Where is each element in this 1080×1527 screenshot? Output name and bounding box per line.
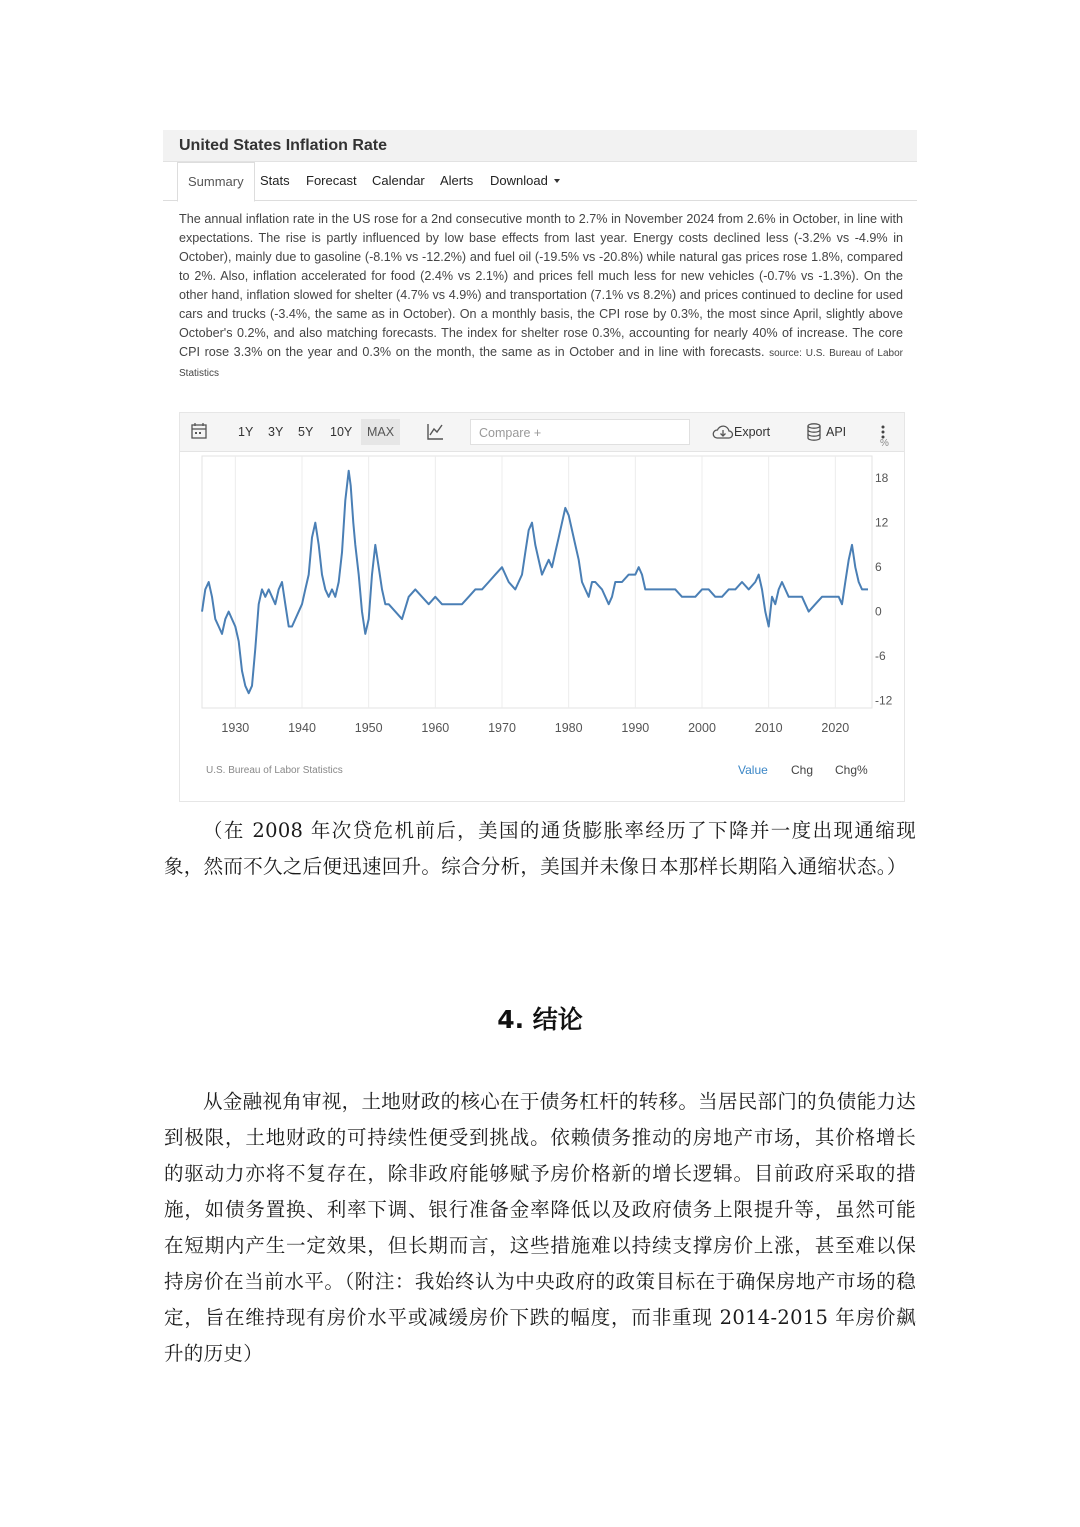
x-tick-label: 1970 xyxy=(488,721,516,735)
y-tick-label: 18 xyxy=(875,471,889,486)
range-10y-button[interactable]: 10Y xyxy=(330,425,353,439)
range-1y-button[interactable]: 1Y xyxy=(238,425,254,439)
tab-alerts[interactable]: Alerts xyxy=(440,173,474,188)
value-toggle[interactable]: Value xyxy=(738,763,768,777)
caret-down-icon xyxy=(554,179,560,183)
tab-summary[interactable]: Summary xyxy=(177,162,255,202)
x-tick-label: 2020 xyxy=(821,721,850,735)
chg-toggle[interactable]: Chg xyxy=(791,763,814,777)
export-button[interactable] xyxy=(712,413,770,451)
cloud-download-icon xyxy=(712,413,734,451)
tab-calendar[interactable]: Calendar xyxy=(372,173,425,188)
x-tick-label: 2000 xyxy=(688,721,716,735)
x-tick-label: 1980 xyxy=(554,721,583,735)
chg-pct-toggle[interactable]: Chg% xyxy=(835,763,868,777)
x-tick-label: 1930 xyxy=(221,721,250,735)
range-3y-button[interactable]: 3Y xyxy=(268,425,284,439)
y-tick-label: 12 xyxy=(875,515,889,530)
x-tick-label: 2010 xyxy=(754,721,783,735)
calendar-icon[interactable] xyxy=(191,413,207,451)
chart-source: U.S. Bureau of Labor Statistics xyxy=(206,765,343,776)
y-tick-label: 0 xyxy=(875,604,882,619)
chart-type-icon[interactable] xyxy=(426,413,444,451)
compare-input[interactable]: Compare + xyxy=(470,419,690,445)
chart-toolbar xyxy=(180,413,904,452)
summary-text xyxy=(179,210,903,383)
api-label: API xyxy=(826,425,847,439)
widget-title: United States Inflation Rate xyxy=(163,130,917,162)
api-button[interactable] xyxy=(806,413,846,451)
section-heading: 4. 结论 xyxy=(497,1005,583,1034)
tab-forecast[interactable]: Forecast xyxy=(306,173,357,188)
database-icon xyxy=(806,413,826,451)
x-tick-label: 1950 xyxy=(354,721,383,735)
inflation-widget xyxy=(163,130,917,777)
chart-container xyxy=(179,412,905,802)
tab-stats[interactable]: Stats xyxy=(260,173,290,188)
x-tick-label: 1990 xyxy=(621,721,650,735)
tab-download[interactable] xyxy=(490,162,560,200)
range-max-button[interactable]: MAX xyxy=(361,419,400,445)
inflation-line-chart xyxy=(180,438,904,752)
y-tick-label: -6 xyxy=(875,649,886,664)
y-tick-label: -12 xyxy=(875,693,893,708)
x-tick-label: 1960 xyxy=(421,721,450,735)
export-label: Export xyxy=(734,425,771,439)
range-5y-button[interactable]: 5Y xyxy=(298,425,314,439)
tab-bar xyxy=(163,162,917,201)
y-axis-unit: % xyxy=(880,438,889,449)
summary-source: source: U.S. Bureau of Labor Statistics xyxy=(179,348,903,379)
summary-body: The annual inflation rate in the US rose for a 2nd consecutive month to 2.7% in November 2024 from 2.6% in October, in line with expectations. The rise is partly influenced by low base effects from last year. Energy costs declined less (-3.2% vs -4.9% in October), mainly due to gasoline (-8.1% vs -12.2%) and fuel oil (-19.5% vs -20.8%) while natural gas prices rose 1.8%, compared to 2%. Also, inflation accelerated for food (2.4% vs 2.1%) and prices fell much less for new vehicles (-0.7% vs -1.3%). On the other hand, inflation slowed for shelter (4.7% vs 4.9%) and transportation (7.1% vs 8.2%) and prices continued to decline for used cars and trucks (-3.4%, the same as in October). On a monthly basis, the CPI rose by 0.3%, the most since April, slightly above October's 0.2%, and also matching forecasts. The index for shelter rose 0.3%, accounting for nearly 40% of increase. The core CPI rose 3.3% on the year and 0.3% on the month, the same as in October and in line with forecasts. xyxy=(179,212,903,359)
download-label: Download xyxy=(490,173,548,188)
chart-caption: （在 2008 年次贷危机前后，美国的通货膨胀率经历了下降并一度出现通缩现象，然而不久之后便迅速回升。综合分析，美国并未像日本那样长期陷入通缩状态。） xyxy=(164,819,916,878)
x-tick-label: 1940 xyxy=(288,721,316,735)
y-tick-label: 6 xyxy=(875,560,882,575)
conclusion-paragraph: 从金融视角审视，土地财政的核心在于债务杠杆的转移。当居民部门的负债能力达到极限，土地财政的可持续性便受到挑战。依赖债务推动的房地产市场，其价格增长的驱动力亦将不复存在，除非政府能够赋予房价格新的增长逻辑。目前政府采取的措施，如债务置换、利率下调、银行准备金率降低以及政府债务上限提升等，虽然可能在短期内产生一定效果，但长期而言，这些措施难以持续支撑房价上涨，甚至难以保持房价在当前水平。（附注：我始终认为中央政府的政策目标在于确保房地产市场的稳定，旨在维持现有房价水平或减缓房价下跌的幅度，而非重现 2014-2015 年房价飙升的历史） xyxy=(164,1090,916,1365)
